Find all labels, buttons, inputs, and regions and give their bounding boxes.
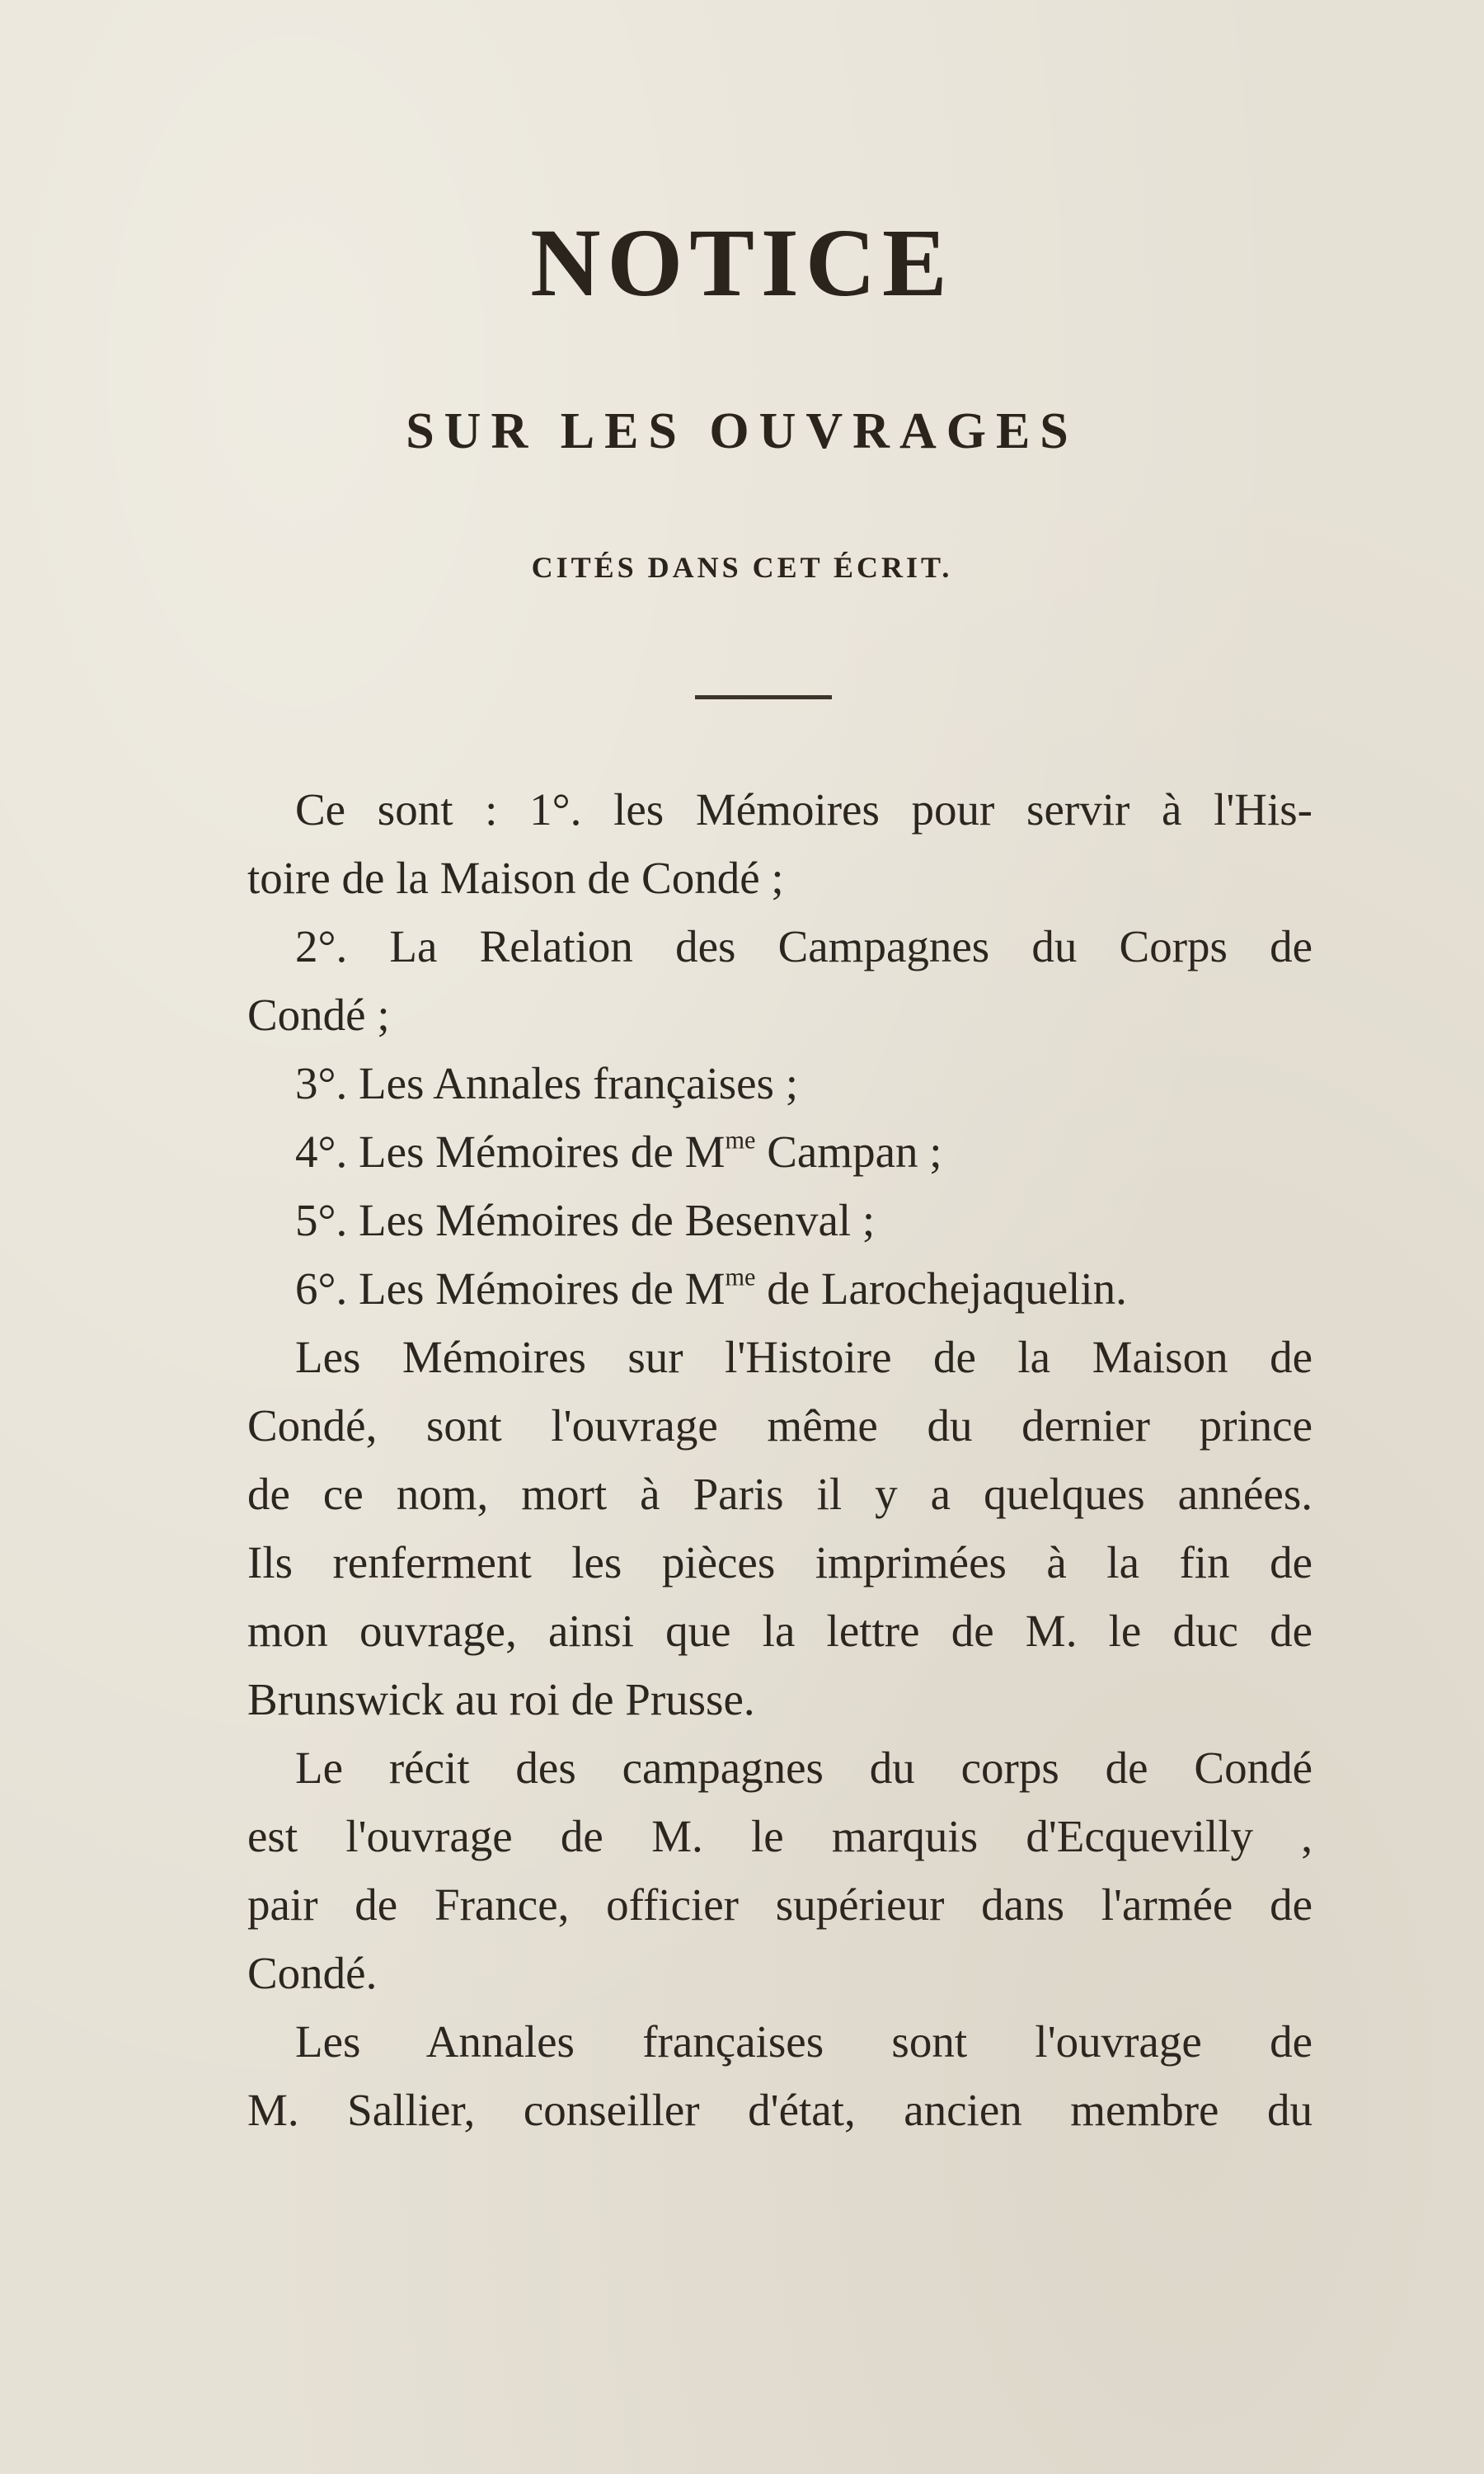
text-line: de ce nom, mort à Paris il y a quelques années.	[247, 1469, 1313, 1519]
text-line: mon ouvrage, ainsi que la lettre de M. le duc de	[247, 1606, 1313, 1656]
text-line-part: 4°. Les Mémoires de M	[295, 1126, 726, 1177]
text-line: 3°. Les Annales françaises ;	[295, 1058, 798, 1108]
page-subtitle: SUR LES OUVRAGES	[406, 403, 1078, 459]
title-divider	[695, 695, 832, 699]
text-line: Les Mémoires sur l'Histoire de la Maison de	[295, 1332, 1313, 1382]
text-line: Ils renferment les pièces imprimées à la fin de	[247, 1537, 1313, 1587]
text-line: pair de France, officier supérieur dans l'armée de	[247, 1879, 1313, 1930]
text-line	[247, 1254, 1313, 1323]
text-line-part: de Larochejaquelin.	[755, 1263, 1127, 1314]
text-line: Condé ;	[247, 990, 390, 1040]
text-line-part: Campan ;	[755, 1126, 942, 1177]
text-line: est l'ouvrage de M. le marquis d'Ecquevilly ,	[247, 1811, 1313, 1861]
text-line: Les Annales françaises sont l'ouvrage de	[295, 2016, 1313, 2067]
text-line: Condé.	[247, 1948, 378, 1998]
page-subtitle-secondary: CITÉS DANS CET ÉCRIT.	[531, 551, 953, 584]
page-title: NOTICE	[530, 209, 954, 317]
text-line: 2°. La Relation des Campagnes du Corps de	[295, 921, 1313, 971]
text-line: Ce sont : 1°. les Mémoires pour servir à l'His-	[295, 784, 1313, 835]
text-line: Le récit des campagnes du corps de Condé	[295, 1743, 1313, 1793]
superscript: me	[725, 1263, 756, 1291]
text-line-part: 6°. Les Mémoires de M	[295, 1263, 726, 1314]
text-line: toire de la Maison de Condé ;	[247, 853, 784, 903]
superscript: me	[725, 1126, 756, 1155]
text-line: Condé, sont l'ouvrage même du dernier prince	[247, 1400, 1313, 1451]
text-line: 5°. Les Mémoires de Besenval ;	[295, 1195, 876, 1245]
text-line: M. Sallier, conseiller d'état, ancien membre du	[247, 2085, 1313, 2135]
text-line: Brunswick au roi de Prusse.	[247, 1674, 755, 1724]
text-line	[247, 1117, 1313, 1186]
body-text	[247, 775, 1313, 2144]
